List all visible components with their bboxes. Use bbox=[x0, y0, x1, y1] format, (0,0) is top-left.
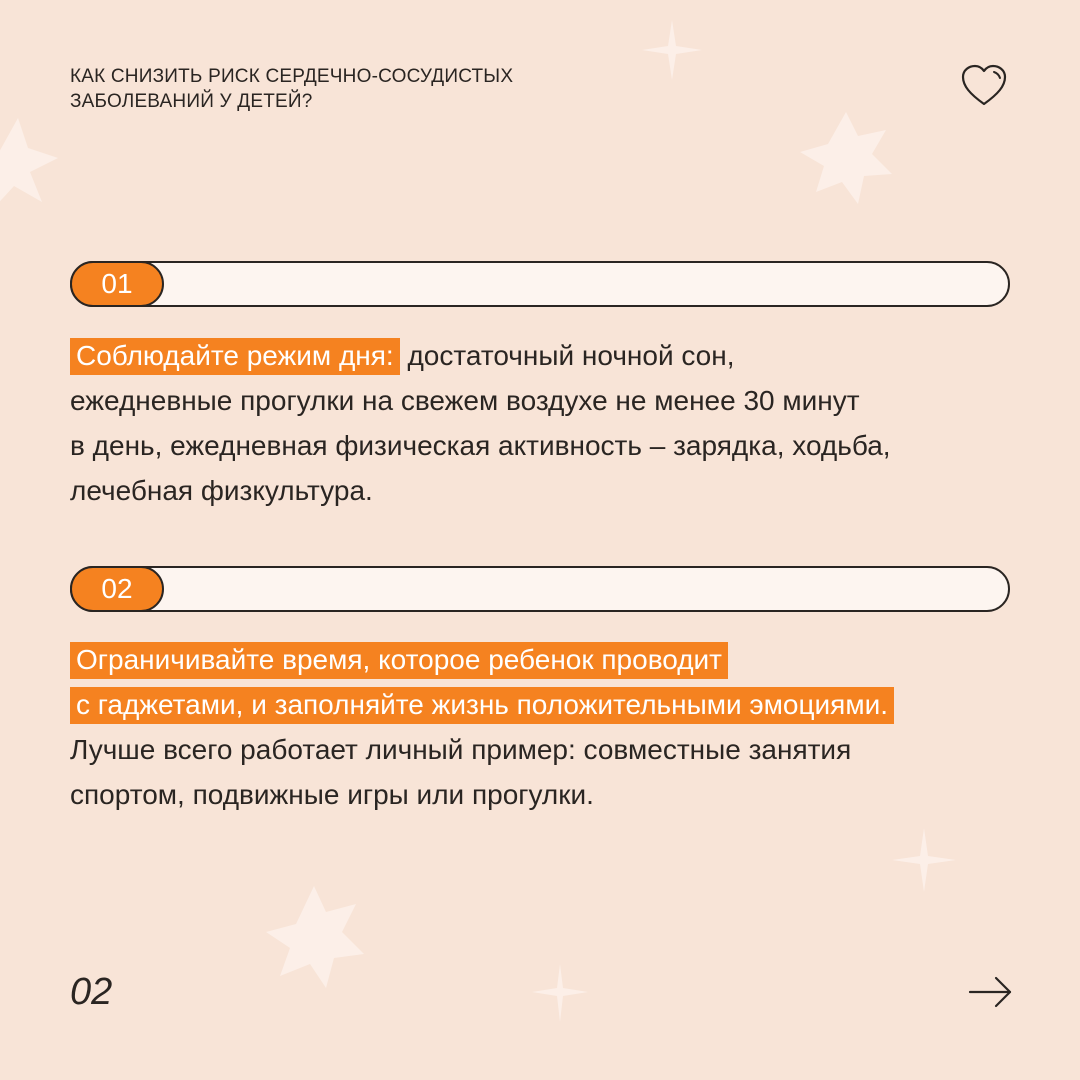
step-1-number: 01 bbox=[70, 261, 164, 307]
step-1-text bbox=[70, 333, 1010, 513]
star-decoration-icon bbox=[266, 886, 364, 988]
step-1-bar bbox=[70, 261, 1010, 307]
arrow-right-icon[interactable] bbox=[968, 974, 1014, 1010]
step-2-body-line: спортом, подвижные игры или прогулки. bbox=[70, 779, 594, 810]
page-title bbox=[70, 64, 513, 114]
star-decoration-icon bbox=[800, 112, 892, 204]
step-2-line bbox=[70, 637, 1010, 682]
step-2-highlight: с гаджетами, и заполняйте жизнь положительными эмоциями. bbox=[70, 687, 894, 724]
page-number: 02 bbox=[70, 971, 113, 1013]
step-1-body-line: в день, ежедневная физическая активность – зарядка, ходьба, bbox=[70, 430, 891, 461]
star-decoration-icon bbox=[0, 118, 58, 210]
step-2-bar bbox=[70, 566, 1010, 612]
step-1-highlight: Соблюдайте режим дня: bbox=[70, 338, 400, 375]
sparkle-decoration-icon bbox=[642, 20, 702, 80]
title-line: КАК СНИЗИТЬ РИСК СЕРДЕЧНО-СОСУДИСТЫХ bbox=[70, 66, 514, 87]
step-2-text bbox=[70, 637, 1010, 817]
step-2-highlight: Ограничивайте время, которое ребенок проводит bbox=[70, 642, 728, 679]
step-2-body-line: Лучше всего работает личный пример: совместные занятия bbox=[70, 734, 852, 765]
sparkle-decoration-icon bbox=[532, 964, 588, 1022]
sparkle-decoration-icon bbox=[892, 828, 956, 892]
step-2-line bbox=[70, 682, 1010, 727]
step-1-body-line: достаточный ночной сон, bbox=[399, 340, 735, 371]
step-1-body-line: ежедневные прогулки на свежем воздухе не менее 30 минут bbox=[70, 385, 860, 416]
step-1-line bbox=[70, 333, 1010, 378]
heart-icon[interactable] bbox=[960, 64, 1008, 108]
step-2-number: 02 bbox=[70, 566, 164, 612]
title-line: ЗАБОЛЕВАНИЙ У ДЕТЕЙ? bbox=[70, 91, 313, 112]
step-1-body-line: лечебная физкультура. bbox=[70, 475, 373, 506]
